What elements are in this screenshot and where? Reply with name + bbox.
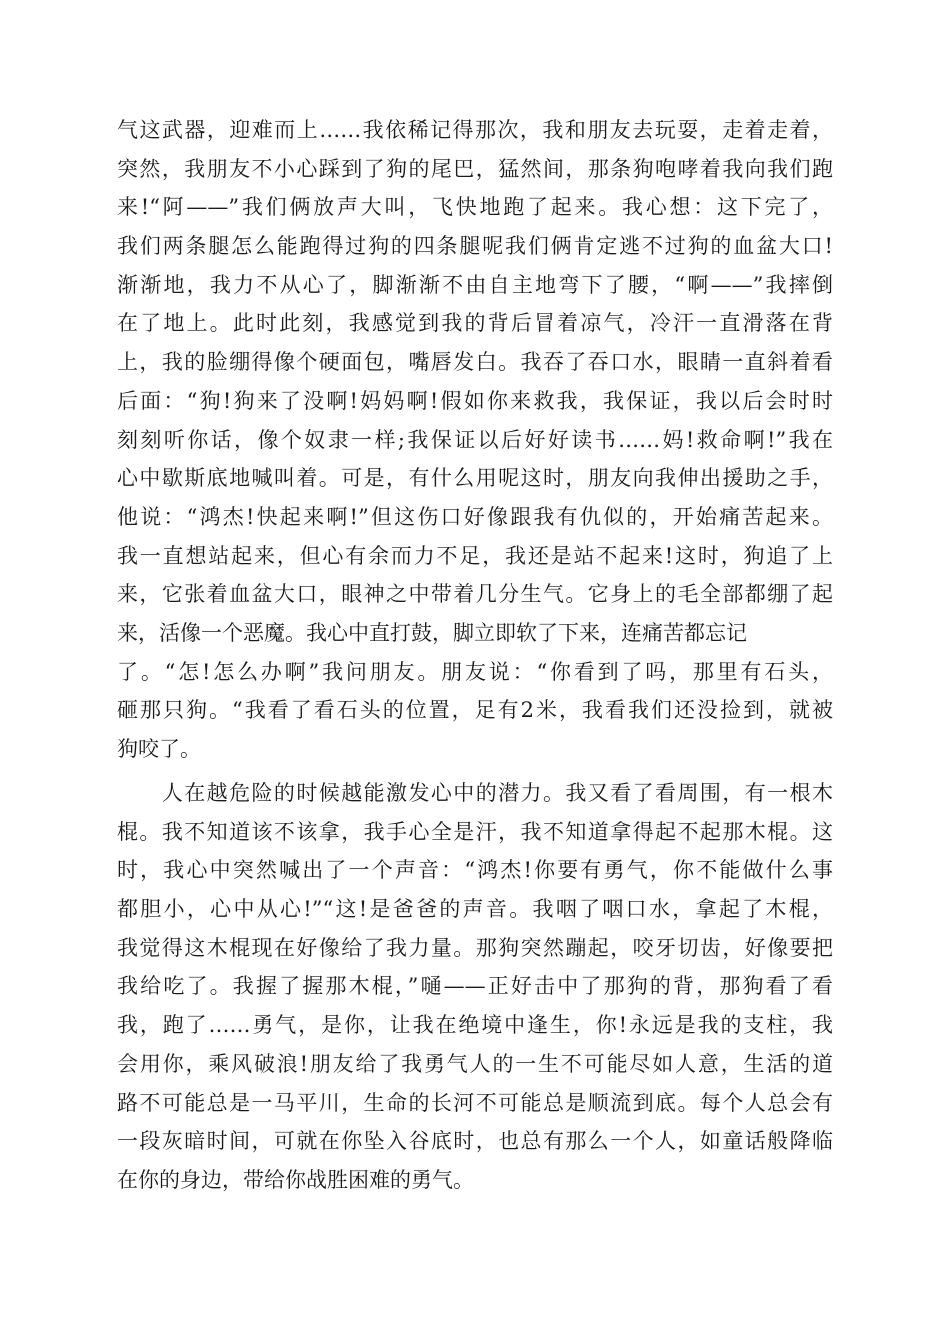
- paragraph-line: 刻刻听你话，像个奴隶一样;我保证以后好好读书……妈!救命啊!”我在: [117, 427, 833, 452]
- paragraph-line: 气这武器，迎难而上……我依稀记得那次，我和朋友去玩耍，走着走着，: [117, 118, 833, 142]
- paragraph-line: 上，我的脸绷得像个硬面包，嘴唇发白。我吞了吞口水，眼睛一直斜着看: [117, 350, 833, 375]
- paragraph-line: 会用你，乘风破浪!朋友给了我勇气人的一生不可能尽如人意，生活的道: [117, 1051, 833, 1076]
- paragraph-line: 在了地上。此时此刻，我感觉到我的背后冒着凉气，冷汗一直滑落在背: [117, 311, 833, 336]
- paragraph-line: 砸那只狗。“我看了看石头的位置，足有2米，我看我们还没捡到，就被: [117, 698, 833, 723]
- paragraph-line: 我给吃了。我握了握那木棍，”嗵——正好击中了那狗的背，那狗看了看: [117, 974, 833, 999]
- paragraph-line: 我们两条腿怎么能跑得过狗的四条腿呢我们俩肯定逃不过狗的血盆大口!: [117, 234, 833, 259]
- paragraph-line: 了。“怎!怎么办啊”我问朋友。朋友说：“你看到了吗，那里有石头，: [117, 659, 833, 684]
- paragraph-2: [117, 774, 833, 1200]
- paragraph-line: 在你的身边，带给你战胜困难的勇气。: [117, 1167, 474, 1192]
- paragraph-line: 我，跑了……勇气，是你，让我在绝境中逢生，你!永远是我的支柱，我: [117, 1013, 833, 1038]
- paragraph-line: 来，活像一个恶魔。我心中直打鼓，脚立即软了下来，连痛苦都忘记: [117, 620, 747, 645]
- paragraph-line: 后面：“狗!狗来了没啊!妈妈啊!假如你来救我，我保证，我以后会时时: [117, 388, 833, 413]
- paragraph-line: 都胆小，心中从心!”“这!是爸爸的声音。我咽了咽口水，拿起了木棍，: [117, 897, 833, 922]
- paragraph-line: 路不可能总是一马平川，生命的长河不可能总是顺流到底。每个人总会有: [117, 1090, 833, 1115]
- paragraph-line: 渐渐地，我力不从心了，脚渐渐不由自主地弯下了腰，“啊——”我摔倒: [117, 272, 833, 297]
- paragraph-line: 突然，我朋友不小心踩到了狗的尾巴，猛然间，那条狗咆哮着我向我们跑: [117, 156, 833, 181]
- paragraph-line: 来，它张着血盆大口，眼神之中带着几分生气。它身上的毛全部都绷了起: [117, 582, 833, 607]
- paragraph-line: 心中歇斯底地喊叫着。可是，有什么用呢这时，朋友向我伸出援助之手，: [117, 466, 833, 491]
- paragraph-line: 来!“阿——”我们俩放声大叫，飞快地跑了起来。我心想：这下完了，: [117, 195, 833, 220]
- paragraph-line: 我觉得这木棍现在好像给了我力量。那狗突然蹦起，咬牙切齿，好像要把: [117, 935, 833, 960]
- paragraph-line: 时，我心中突然喊出了一个声音：“鸿杰!你要有勇气，你不能做什么事: [117, 858, 833, 883]
- paragraph-line: 一段灰暗时间，可就在你坠入谷底时，也总有那么一个人，如童话般降临: [117, 1129, 833, 1154]
- paragraph-line: 棍。我不知道该不该拿，我手心全是汗，我不知道拿得起不起那木棍。这: [117, 819, 833, 844]
- paragraph-1: [117, 111, 833, 769]
- paragraph-line: 他说：“鸿杰!快起来啊!”但这伤口好像跟我有仇似的，开始痛苦起来。: [117, 504, 833, 529]
- paragraph-line: 我一直想站起来，但心有余而力不足，我还是站不起来!这时，狗追了上: [117, 543, 833, 568]
- paragraph-line: 人在越危险的时候越能激发心中的潜力。我又看了看周围，有一根木: [117, 781, 833, 805]
- paragraph-line: 狗咬了。: [117, 737, 201, 761]
